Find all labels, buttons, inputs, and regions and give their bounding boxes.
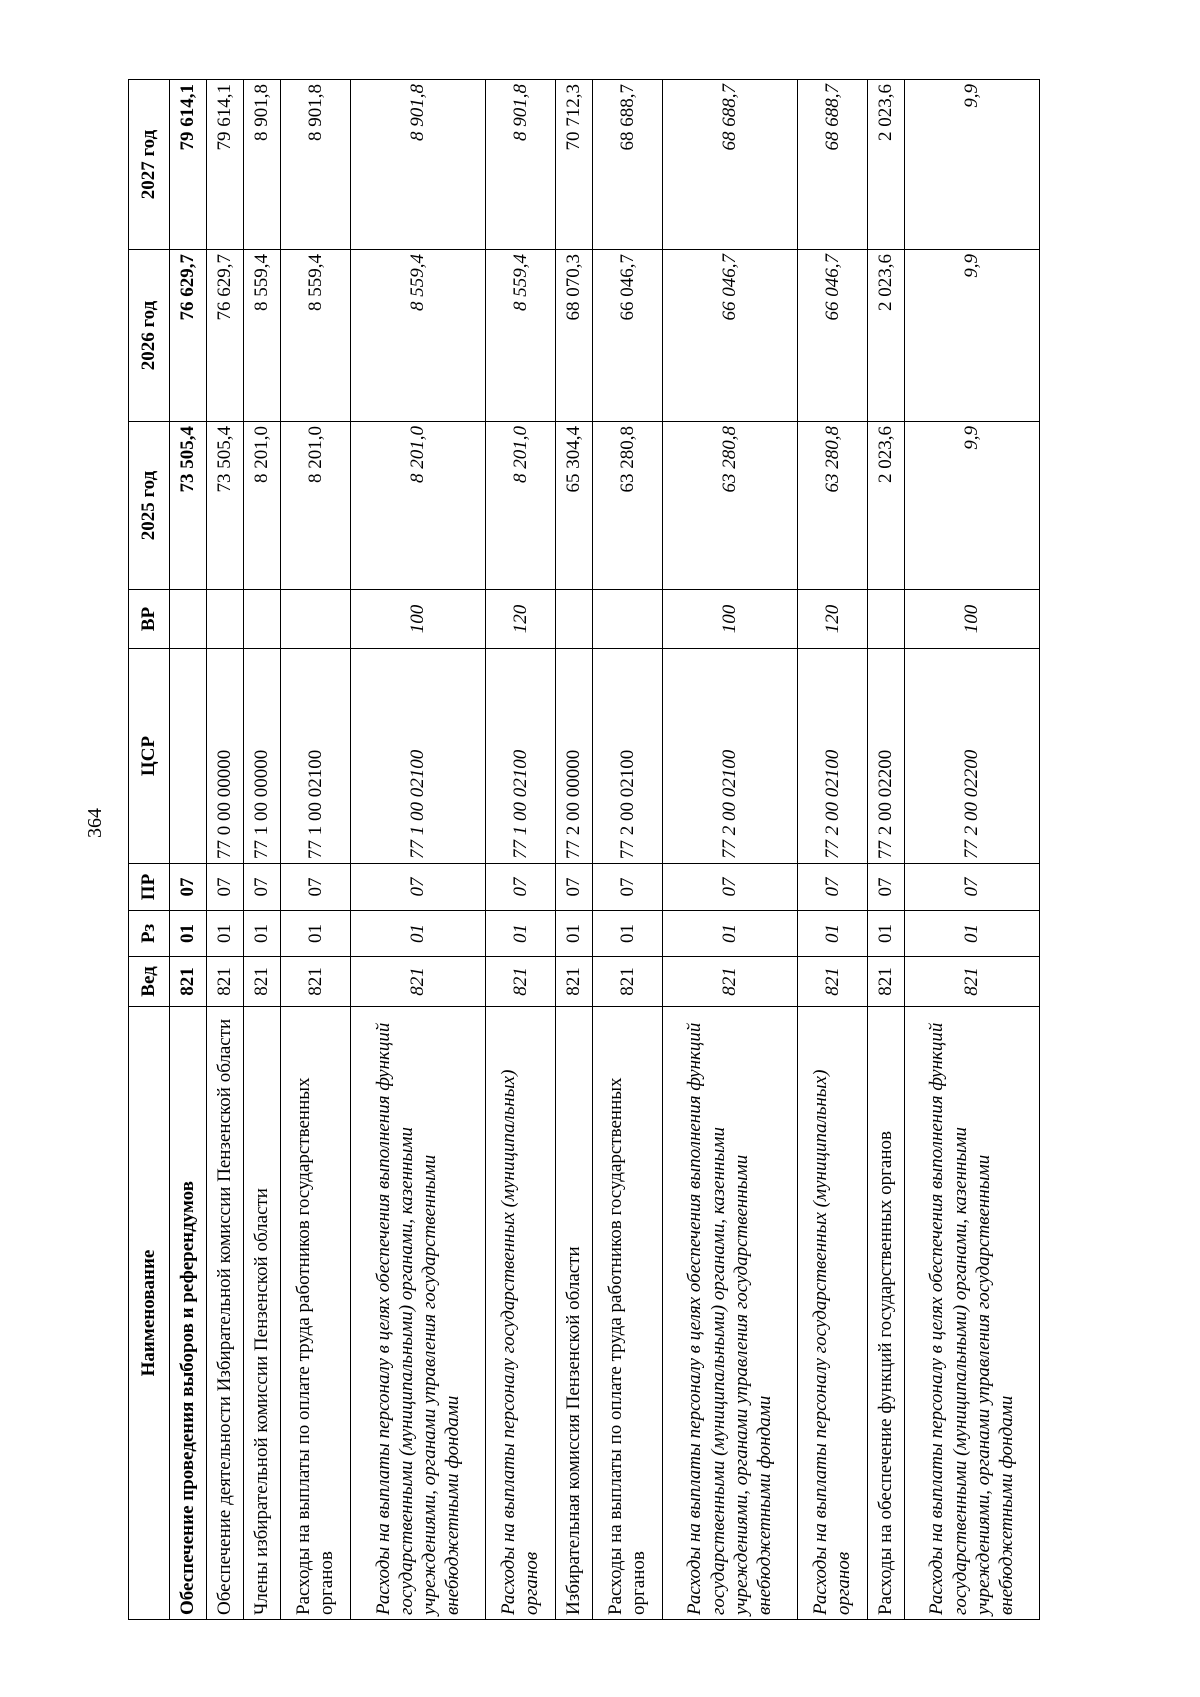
cell-2027: 8 901,8 (244, 80, 281, 250)
cell-ved: 821 (867, 957, 904, 1007)
cell-name: Избирательная комиссия Пензенской области (555, 1007, 592, 1620)
cell-csr: 77 2 00 02100 (592, 649, 662, 864)
table-row (662, 80, 797, 1620)
header-2026: 2026 год (129, 250, 170, 422)
cell-2026: 8 559,4 (486, 250, 556, 422)
cell-name: Расходы на выплаты персоналу в целях обеспечения выполнения функций государственными (муниципальными) органами, казенными учреждениями, органами управления государственными внебюджетными фондами (904, 1007, 1039, 1620)
cell-rz: 01 (904, 911, 1039, 957)
cell-2025: 8 201,0 (281, 422, 351, 590)
cell-csr: 77 1 00 02100 (350, 649, 485, 864)
table-row (170, 80, 207, 1620)
table-row (867, 80, 904, 1620)
cell-2026: 8 559,4 (350, 250, 485, 422)
cell-pr: 07 (207, 864, 244, 911)
cell-rz: 01 (662, 911, 797, 957)
cell-vr: 100 (350, 590, 485, 649)
cell-2026: 66 046,7 (592, 250, 662, 422)
cell-ved: 821 (592, 957, 662, 1007)
table-body (170, 80, 1040, 1620)
budget-table (128, 79, 1040, 1620)
cell-name: Расходы на обеспечение функций государственных органов (867, 1007, 904, 1620)
cell-2025: 65 304,4 (555, 422, 592, 590)
cell-name: Расходы на выплаты по оплате труда работников государственных органов (592, 1007, 662, 1620)
cell-ved: 821 (555, 957, 592, 1007)
cell-2027: 8 901,8 (281, 80, 351, 250)
table-row (904, 80, 1039, 1620)
cell-pr: 07 (904, 864, 1039, 911)
cell-2027: 8 901,8 (486, 80, 556, 250)
header-vr: ВР (129, 590, 170, 649)
page-number: 364 (84, 808, 106, 838)
header-row (129, 80, 170, 1620)
cell-ved: 821 (207, 957, 244, 1007)
cell-2027: 9,9 (904, 80, 1039, 250)
cell-name: Расходы на выплаты по оплате труда работников государственных органов (281, 1007, 351, 1620)
cell-2027: 8 901,8 (350, 80, 485, 250)
cell-ved: 821 (486, 957, 556, 1007)
cell-pr: 07 (244, 864, 281, 911)
cell-csr (170, 649, 207, 864)
cell-rz: 01 (555, 911, 592, 957)
cell-csr: 77 0 00 00000 (207, 649, 244, 864)
cell-2027: 70 712,3 (555, 80, 592, 250)
cell-csr: 77 2 00 02100 (797, 649, 867, 864)
cell-csr: 77 1 00 00000 (244, 649, 281, 864)
cell-vr (244, 590, 281, 649)
cell-rz: 01 (244, 911, 281, 957)
cell-pr: 07 (797, 864, 867, 911)
cell-2026: 66 046,7 (797, 250, 867, 422)
cell-2026: 76 629,7 (170, 250, 207, 422)
cell-pr: 07 (662, 864, 797, 911)
cell-name: Расходы на выплаты персоналу государственных (муниципальных) органов (797, 1007, 867, 1620)
cell-2025: 73 505,4 (207, 422, 244, 590)
cell-2027: 68 688,7 (797, 80, 867, 250)
cell-rz: 01 (797, 911, 867, 957)
cell-2025: 73 505,4 (170, 422, 207, 590)
cell-pr: 07 (281, 864, 351, 911)
table-row (592, 80, 662, 1620)
cell-vr: 100 (904, 590, 1039, 649)
cell-2027: 79 614,1 (170, 80, 207, 250)
cell-ved: 821 (244, 957, 281, 1007)
cell-csr: 77 1 00 02100 (281, 649, 351, 864)
cell-2027: 68 688,7 (662, 80, 797, 250)
cell-2027: 68 688,7 (592, 80, 662, 250)
table-row (555, 80, 592, 1620)
cell-vr (555, 590, 592, 649)
cell-2025: 63 280,8 (797, 422, 867, 590)
cell-pr: 07 (350, 864, 485, 911)
cell-ved: 821 (170, 957, 207, 1007)
cell-2025: 9,9 (904, 422, 1039, 590)
cell-rz: 01 (592, 911, 662, 957)
cell-ved: 821 (904, 957, 1039, 1007)
cell-vr: 100 (662, 590, 797, 649)
cell-rz: 01 (486, 911, 556, 957)
cell-ved: 821 (281, 957, 351, 1007)
cell-rz: 01 (207, 911, 244, 957)
header-2025: 2025 год (129, 422, 170, 590)
cell-2026: 2 023,6 (867, 250, 904, 422)
cell-name: Обеспечение проведения выборов и референдумов (170, 1007, 207, 1620)
cell-2026: 8 559,4 (244, 250, 281, 422)
header-ved: Вед (129, 957, 170, 1007)
cell-name: Члены избирательной комиссии Пензенской области (244, 1007, 281, 1620)
cell-2025: 8 201,0 (244, 422, 281, 590)
cell-vr (867, 590, 904, 649)
cell-csr: 77 1 00 02100 (486, 649, 556, 864)
cell-vr: 120 (797, 590, 867, 649)
cell-rz: 01 (350, 911, 485, 957)
cell-rz: 01 (281, 911, 351, 957)
cell-pr: 07 (592, 864, 662, 911)
header-rz: Рз (129, 911, 170, 957)
cell-vr (281, 590, 351, 649)
cell-name: Расходы на выплаты персоналу в целях обеспечения выполнения функций государственными (муниципальными) органами, казенными учреждениями, органами управления государственными внебюджетными фондами (350, 1007, 485, 1620)
cell-2025: 8 201,0 (350, 422, 485, 590)
cell-ved: 821 (797, 957, 867, 1007)
cell-vr (207, 590, 244, 649)
table-row (244, 80, 281, 1620)
cell-pr: 07 (486, 864, 556, 911)
cell-2026: 9,9 (904, 250, 1039, 422)
table-row (207, 80, 244, 1620)
cell-2025: 63 280,8 (662, 422, 797, 590)
header-pr: ПР (129, 864, 170, 911)
table-row (350, 80, 485, 1620)
cell-rz: 01 (170, 911, 207, 957)
header-csr: ЦСР (129, 649, 170, 864)
cell-csr: 77 2 00 02100 (662, 649, 797, 864)
cell-2026: 76 629,7 (207, 250, 244, 422)
cell-rz: 01 (867, 911, 904, 957)
cell-2025: 63 280,8 (592, 422, 662, 590)
table-row (797, 80, 867, 1620)
cell-2025: 2 023,6 (867, 422, 904, 590)
cell-2026: 66 046,7 (662, 250, 797, 422)
header-name: Наименование (129, 1007, 170, 1620)
cell-csr: 77 2 00 02200 (867, 649, 904, 864)
cell-2025: 8 201,0 (486, 422, 556, 590)
cell-vr: 120 (486, 590, 556, 649)
table-row (281, 80, 351, 1620)
cell-vr (170, 590, 207, 649)
cell-pr: 07 (555, 864, 592, 911)
cell-vr (592, 590, 662, 649)
cell-csr: 77 2 00 02200 (904, 649, 1039, 864)
cell-name: Расходы на выплаты персоналу в целях обеспечения выполнения функций государственными (муниципальными) органами, казенными учреждениями, органами управления государственными внебюджетными фондами (662, 1007, 797, 1620)
cell-2027: 79 614,1 (207, 80, 244, 250)
cell-pr: 07 (867, 864, 904, 911)
cell-ved: 821 (350, 957, 485, 1007)
header-2027: 2027 год (129, 80, 170, 250)
cell-2026: 68 070,3 (555, 250, 592, 422)
cell-2027: 2 023,6 (867, 80, 904, 250)
cell-pr: 07 (170, 864, 207, 911)
cell-2026: 8 559,4 (281, 250, 351, 422)
cell-ved: 821 (662, 957, 797, 1007)
rotated-table-container (128, 80, 1040, 1620)
cell-csr: 77 2 00 00000 (555, 649, 592, 864)
cell-name: Обеспечение деятельности Избирательной комиссии Пензенской области (207, 1007, 244, 1620)
table-row (486, 80, 556, 1620)
cell-name: Расходы на выплаты персоналу государственных (муниципальных) органов (486, 1007, 556, 1620)
